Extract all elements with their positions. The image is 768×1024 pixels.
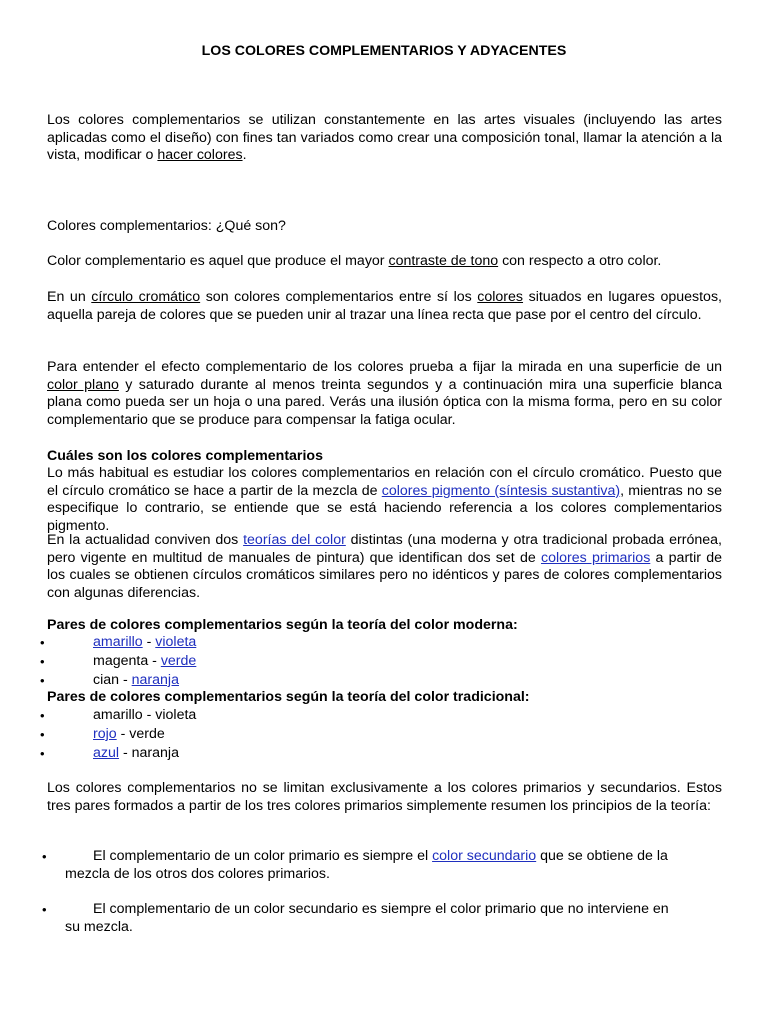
link-hacer-colores[interactable]: hacer colores bbox=[157, 147, 243, 164]
effect-text-end: y saturado durante al menos treinta segundos y a continuación mira una superficie blanca plana como pueda ser un hoja o una pared. Verás una ilusión óptica con la misma forma, pero en su color complementario que se produce para compensar la fatiga ocular. bbox=[47, 376, 722, 428]
pair-separator: - bbox=[119, 745, 132, 761]
modern-heading: Pares de colores complementarios según la teoría del color moderna: bbox=[47, 617, 518, 633]
page-title: LOS COLORES COMPLEMENTARIOS Y ADYACENTES bbox=[201, 43, 567, 59]
pair-color-a: magenta bbox=[93, 653, 149, 669]
theories-text-mid: distintas (una moderna y otra tradicional probada errónea, pero vigente en multitud de manuales de pintura) que identifican dos set de bbox=[47, 532, 722, 566]
intro-paragraph bbox=[47, 112, 722, 165]
bullet-icon: • bbox=[40, 635, 45, 650]
bullet-icon: • bbox=[40, 673, 45, 688]
bullet-icon: • bbox=[40, 654, 45, 669]
pair-separator: - bbox=[142, 634, 156, 650]
which-paragraph-2 bbox=[47, 532, 722, 602]
secondary-text-line2: mezcla de los otros dos colores primarios. bbox=[65, 866, 330, 882]
link-azul[interactable]: azul bbox=[93, 745, 120, 761]
intro-period: . bbox=[242, 147, 247, 164]
link-verde[interactable]: verde bbox=[160, 653, 197, 669]
effect-paragraph bbox=[47, 359, 722, 429]
link-colores[interactable]: colores bbox=[477, 289, 524, 305]
bullet-icon: • bbox=[42, 849, 47, 864]
link-rojo[interactable]: rojo bbox=[93, 726, 117, 742]
question-heading: Colores complementarios: ¿Qué son? bbox=[47, 218, 286, 234]
link-circulo-cromatico[interactable]: círculo cromático bbox=[91, 289, 201, 305]
list-item bbox=[0, 901, 768, 919]
bullet-icon: • bbox=[42, 902, 47, 917]
circle-text-mid: son colores complementarios entre sí los bbox=[200, 289, 478, 305]
theories-text: En la actualidad conviven dos bbox=[47, 532, 244, 548]
pair-separator: - bbox=[148, 653, 161, 669]
pair-separator: - bbox=[142, 707, 156, 723]
pair-color-b: naranja bbox=[131, 745, 179, 761]
circle-text: En un bbox=[47, 289, 92, 305]
pair-color-a: amarillo bbox=[93, 707, 143, 723]
secondary-text: El complementario de un color primario es siempre el bbox=[93, 848, 433, 864]
circle-paragraph bbox=[47, 289, 722, 324]
which-paragraph-1 bbox=[47, 465, 722, 535]
bullet-icon: • bbox=[40, 746, 45, 761]
list-item bbox=[0, 848, 768, 866]
traditional-heading: Pares de colores complementarios según la teoría del color tradicional: bbox=[47, 689, 530, 705]
secondary-text-end: que se obtiene de la bbox=[536, 848, 668, 864]
which-heading: Cuáles son los colores complementarios bbox=[47, 448, 323, 464]
link-color-secundario[interactable]: color secundario bbox=[432, 848, 537, 864]
which-text: Lo más habitual es estudiar los colores complementarios en relación con el círculo cromático. Puesto que el círculo cromático se hace a partir de la mezcla de bbox=[47, 465, 722, 499]
pair-color-a: cian bbox=[93, 672, 120, 688]
circle-text-end: situados en lugares opuestos, aquella pareja de colores que se pueden unir al trazar una línea recta que pase por el centro del círculo. bbox=[47, 289, 722, 323]
link-teorias-del-color[interactable]: teorías del color bbox=[243, 532, 346, 548]
definition-paragraph bbox=[47, 253, 722, 271]
which-text-end: , mientras no se especifique lo contrario, se entiende que se está haciendo referencia a los colores complementarios pigmento. bbox=[47, 482, 722, 534]
link-violeta[interactable]: violeta bbox=[155, 634, 197, 650]
definition-text: Color complementario es aquel que produce el mayor bbox=[47, 253, 389, 269]
definition-text-end: con respecto a otro color. bbox=[498, 253, 662, 269]
link-amarillo[interactable]: amarillo bbox=[93, 634, 143, 650]
link-colores-primarios[interactable]: colores primarios bbox=[540, 549, 651, 566]
pair-separator: - bbox=[119, 672, 132, 688]
intro-text: Los colores complementarios se utilizan constantemente en las artes visuales (incluyendo las artes aplicadas como el diseño) con fines tan variados como crear una composición tonal, llamar la atención a la vista, modificar o bbox=[47, 112, 722, 164]
primary-text-line2: su mezcla. bbox=[65, 919, 133, 935]
bullet-icon: • bbox=[40, 708, 45, 723]
outro-paragraph: Los colores complementarios no se limitan exclusivamente a los colores primarios y secundarios. Estos tres pares formados a partir de los tres colores primarios simplemente resumen los principios de la teoría: bbox=[47, 780, 722, 814]
theories-text-end: a partir de los cuales se obtienen círculos cromáticos similares pero no idénticos y pares de colores complementarios con algunas diferencias. bbox=[47, 549, 722, 601]
pair-color-b: verde bbox=[129, 726, 165, 742]
link-contraste-de-tono[interactable]: contraste de tono bbox=[388, 253, 499, 269]
pair-separator: - bbox=[116, 726, 130, 742]
pair-color-b: violeta bbox=[155, 707, 197, 723]
bullet-icon: • bbox=[40, 727, 45, 742]
primary-text: El complementario de un color secundario es siempre el color primario que no interviene en bbox=[93, 901, 669, 917]
link-colores-pigmento[interactable]: colores pigmento (síntesis sustantiva) bbox=[381, 482, 621, 499]
effect-text: Para entender el efecto complementario de los colores prueba a fijar la mirada en una superficie de un bbox=[47, 359, 722, 375]
link-naranja[interactable]: naranja bbox=[131, 672, 179, 688]
link-color-plano[interactable]: color plano bbox=[47, 376, 119, 393]
